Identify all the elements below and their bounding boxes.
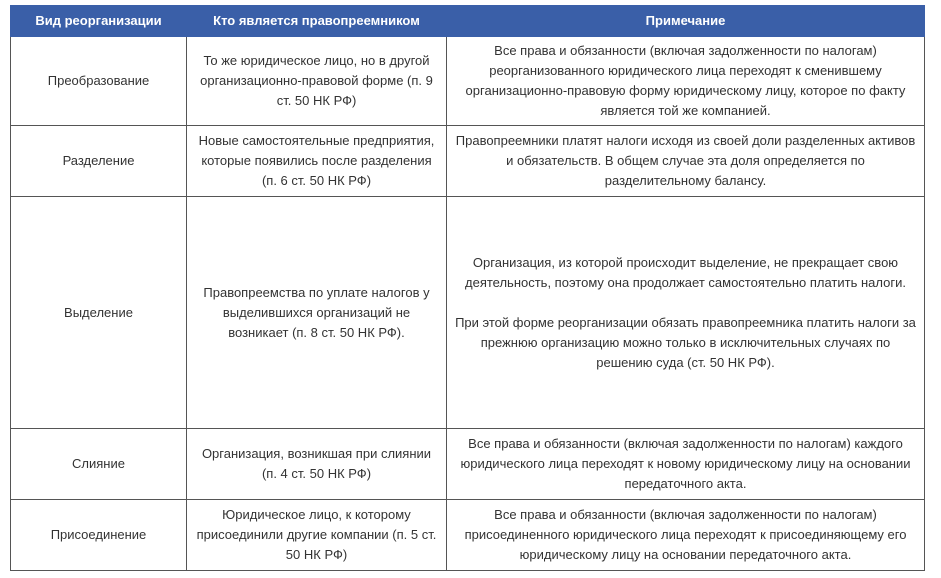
successor-cell: Правопреемства по уплате налогов у выделившихся организаций не возникает (п. 8 ст. 50 НК РФ). xyxy=(187,197,447,429)
column-header-successor: Кто является правопреемником xyxy=(187,6,447,37)
successor-cell: Организация, возникшая при слиянии (п. 4 ст. 50 НК РФ) xyxy=(187,429,447,500)
table-row xyxy=(11,37,925,126)
note-cell xyxy=(447,500,925,571)
note-cell xyxy=(447,126,925,197)
reorg-type-cell: Присоединение xyxy=(11,500,187,571)
note-paragraph: При этой форме реорганизации обязать правопреемника платить налоги за прежнюю организацию можно только в исключительных случаях по решению суда (ст. 50 НК РФ). xyxy=(455,314,916,370)
note-cell xyxy=(447,429,925,500)
successor-cell: То же юридическое лицо, но в другой организационно-правовой форме (п. 9 ст. 50 НК РФ) xyxy=(187,37,447,126)
table-header-row xyxy=(11,6,925,37)
note-paragraph: Все права и обязанности (включая задолженности по налогам) присоединенного юридического лица переходят к присоединяющему его юридическому лицу на основании передаточного акта. xyxy=(464,507,907,562)
reorg-type-cell: Разделение xyxy=(11,126,187,197)
table-row xyxy=(11,126,925,197)
table-row xyxy=(11,197,925,429)
table-row xyxy=(11,429,925,500)
note-cell xyxy=(447,197,925,429)
reorg-type-cell: Выделение xyxy=(11,197,187,429)
column-header-note: Примечание xyxy=(447,6,925,37)
reorganization-table xyxy=(10,5,925,571)
note-cell xyxy=(447,37,925,126)
successor-cell: Новые самостоятельные предприятия, которые появились после разделения (п. 6 ст. 50 НК РФ) xyxy=(187,126,447,197)
note-paragraph: Все права и обязанности (включая задолженности по налогам) каждого юридического лица переходят к новому юридическому лицу на основании передаточного акта. xyxy=(460,436,911,491)
note-paragraph: Все права и обязанности (включая задолженности по налогам) реорганизованного юридического лица переходят к сменившему организационно-правовую форму юридическому лицу, которое по факту является той же компанией. xyxy=(465,43,906,118)
successor-cell: Юридическое лицо, к которому присоединили другие компании (п. 5 ст. 50 НК РФ) xyxy=(187,500,447,571)
note-paragraph: Организация, из которой происходит выделение, не прекращает свою деятельность, поэтому она продолжает самостоятельно платить налоги. xyxy=(465,254,906,290)
table-row xyxy=(11,500,925,571)
reorg-type-cell: Преобразование xyxy=(11,37,187,126)
column-header-type: Вид реорганизации xyxy=(11,6,187,37)
reorg-type-cell: Слияние xyxy=(11,429,187,500)
note-paragraph: Правопреемники платят налоги исходя из своей доли разделенных активов и обязательств. В общем случае эта доля определяется по разделительному балансу. xyxy=(455,133,916,188)
